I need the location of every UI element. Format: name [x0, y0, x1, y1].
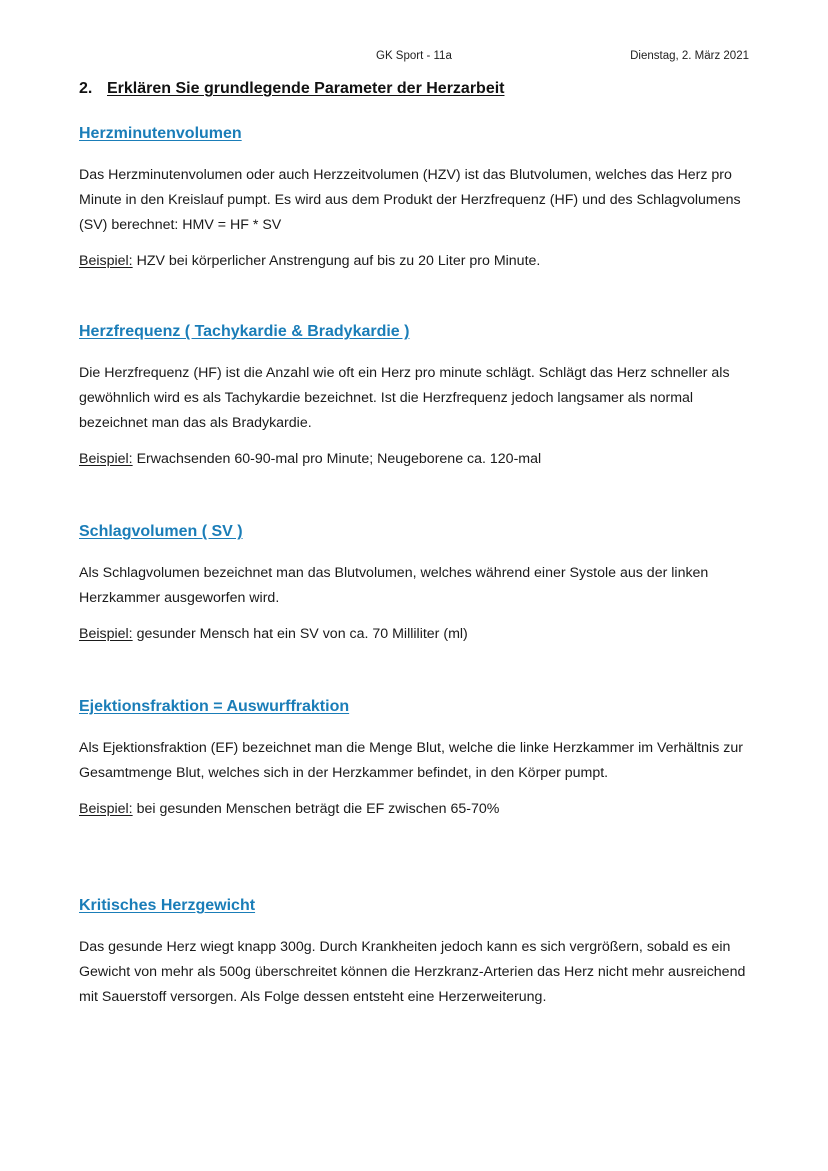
example-label: Beispiel: [79, 253, 133, 269]
example-label: Beispiel: [79, 626, 133, 642]
section-body: Als Schlagvolumen bezeichnet man das Blutvolumen, welches während einer Systole aus der linken Herzkammer ausgeworfen wird. [79, 565, 709, 606]
example-label: Beispiel: [79, 801, 133, 817]
section-heading: Schlagvolumen ( SV ) [79, 523, 243, 540]
task-title-text: Erklären Sie grundlegende Parameter der Herzarbeit [107, 80, 505, 97]
section-kritisches-herzgewicht [79, 895, 759, 1010]
section-body: Als Ejektionsfraktion (EF) bezeichnet man die Menge Blut, welche die linke Herzkammer im Verhältnis zur Gesamtmenge Blut, welches sich in der Herzkammer befindet, in den Körper pumpt. [79, 740, 743, 781]
section-heading: Herzminutenvolumen [79, 125, 242, 142]
section-body: Das gesunde Herz wiegt knapp 300g. Durch Krankheiten jedoch kann es sich vergrößern, sobald es ein Gewicht von mehr als 500g überschreitet können die Herzkranz-Arterien das Herz nicht mehr ausreichend mit Sauerstoff versorgen. Als Folge dessen entsteht eine Herzerweiterung. [79, 939, 746, 1005]
section-ejektionsfraktion [79, 696, 759, 822]
section-herzfrequenz [79, 321, 759, 472]
example-text: HZV bei körperlicher Anstrengung auf bis zu 20 Liter pro Minute. [132, 253, 541, 269]
example-text: Erwachsenden 60-90-mal pro Minute; Neugeborene ca. 120-mal [132, 451, 542, 467]
section-schlagvolumen [79, 521, 759, 647]
example-label: Beispiel: [79, 451, 133, 467]
section-body: Das Herzminutenvolumen oder auch Herzzeitvolumen (HZV) ist das Blutvolumen, welches das Herz pro Minute in den Kreislauf pumpt. Es wird aus dem Produkt der Herzfrequenz (HF) und des Schlagvolumens (SV) berechnet: HMV = HF * SV [79, 167, 741, 233]
section-heading: Kritisches Herzgewicht [79, 897, 256, 914]
section-herzminutenvolumen [79, 123, 759, 274]
task-title [79, 80, 504, 98]
task-number: 2. [79, 80, 93, 97]
section-body: Die Herzfrequenz (HF) ist die Anzahl wie oft ein Herz pro minute schlägt. Schlägt das Herz schneller als gewöhnlich wird es als Tachykardie bezeichnet. Ist die Herzfrequenz jedoch langsamer als normal bezeichnet man das als Bradykardie. [79, 365, 730, 431]
section-example [79, 447, 759, 472]
header-course: GK Sport - 11a [376, 50, 452, 62]
section-example [79, 622, 759, 647]
section-heading: Ejektionsfraktion = Auswurffraktion [79, 698, 350, 715]
example-text: gesunder Mensch hat ein SV von ca. 70 Milliliter (ml) [132, 626, 468, 642]
section-example [79, 797, 759, 822]
header-date: Dienstag, 2. März 2021 [630, 50, 749, 62]
section-heading: Herzfrequenz ( Tachykardie & Bradykardie ) [79, 323, 410, 340]
section-example [79, 249, 759, 274]
example-text: bei gesunden Menschen beträgt die EF zwischen 65-70% [132, 801, 500, 817]
